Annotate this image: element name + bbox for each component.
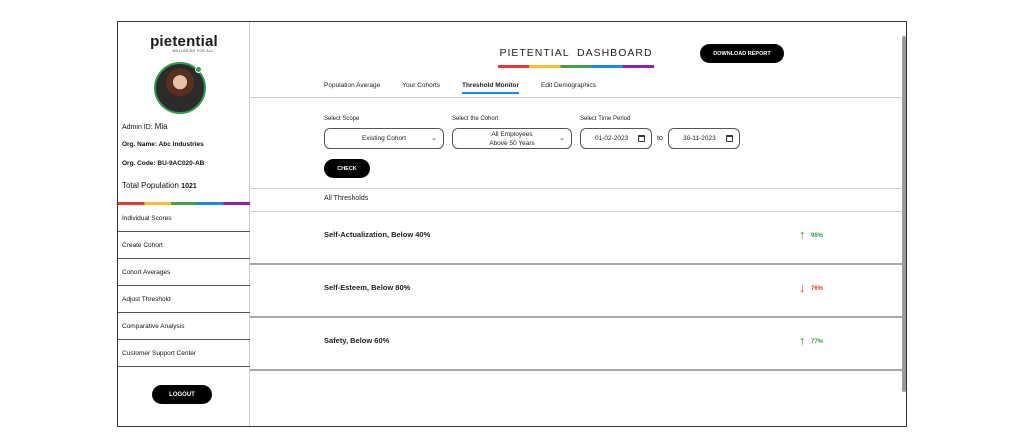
scope-label: Select Scope [324,116,360,122]
threshold-name: Self-Esteem, Below 80% [324,283,411,292]
page-title: PIETENTIAL DASHBOARD [499,47,653,59]
page-header [498,47,654,68]
cohort-select-value-line2: Above 50 Years [489,139,535,147]
tabs-divider [250,97,902,98]
sidebar-item-cohort-averages[interactable]: Cohort Averages [118,259,250,286]
main-content [250,22,902,426]
thresholds-heading: All Thresholds [324,195,369,202]
chevron-down-icon: ⌄ [559,135,565,142]
check-button[interactable]: CHECK [324,159,370,178]
admin-id-value: Mia [154,122,168,131]
vertical-scrollbar[interactable] [902,36,906,392]
admin-id-label: Admin ID: [122,124,153,131]
scope-select-value: Existing Cohort [361,135,407,142]
threshold-row [250,212,902,265]
threshold-value: 96% [811,233,824,239]
date-from-value: 01-02-2023 [595,135,629,142]
threshold-row [250,318,902,371]
sidebar-item-customer-support[interactable]: Customer Support Center [118,340,250,367]
logo-wordmark: pietential [150,33,218,50]
cohort-select[interactable] [452,128,572,149]
scope-select[interactable] [324,128,444,149]
threshold-name: Safety, Below 60% [324,336,390,345]
arrow-up-icon: ↑ [799,227,806,242]
cohort-select-value-line1: All Employees [491,130,533,138]
tab-population-average[interactable]: Population Average [324,82,381,89]
sidebar [118,22,250,426]
threshold-value: 77% [811,339,824,345]
row-divider [250,369,902,371]
threshold-value: 76% [811,286,824,292]
tab-edit-demographics[interactable]: Edit Demographics [541,82,596,89]
sidebar-item-create-cohort[interactable]: Create Cohort [118,232,250,259]
org-name: Org. Name: Abc Industries [122,141,204,148]
sidebar-nav [118,205,250,367]
threshold-name: Self-Actualization, Below 40% [324,230,431,239]
date-to-input[interactable] [668,128,740,149]
org-code: Org. Code: BU-9AC020-AB [122,160,205,167]
admin-id [122,122,168,131]
period-label: Select Time Period [580,116,631,122]
logo-tagline: WELLBEING FOR ALL [172,49,214,53]
calendar-icon[interactable] [726,135,733,142]
date-range-separator: to [657,135,663,142]
logout-button[interactable]: LOGOUT [152,385,212,404]
total-population-value: 1021 [181,183,197,190]
tab-your-cohorts[interactable]: Your Cohorts [402,82,440,89]
sidebar-item-individual-scores[interactable]: Individual Scores [118,205,250,232]
logo [118,33,250,53]
title-color-bar [498,65,654,68]
download-report-button[interactable]: DOWNLOAD REPORT [700,44,784,63]
tab-threshold-monitor[interactable]: Threshold Monitor [462,82,519,94]
tab-bar [324,82,618,94]
total-population [122,181,197,190]
arrow-down-icon: ↓ [799,280,806,295]
chevron-down-icon: ⌄ [431,135,437,142]
date-to-value: 30-11-2023 [683,135,716,142]
filters-divider [250,188,902,189]
calendar-icon[interactable] [638,135,645,142]
date-from-input[interactable] [580,128,652,149]
sidebar-item-comparative-analysis[interactable]: Comparative Analysis [118,313,250,340]
sidebar-item-adjust-threshold[interactable]: Adjust Threshold [118,286,250,313]
cohort-label: Select the Cohort [452,116,499,122]
threshold-row [250,265,902,318]
online-status-icon [195,66,202,73]
total-population-label: Total Population [122,181,179,190]
arrow-up-icon: ↑ [799,333,806,348]
app-window [117,21,907,427]
